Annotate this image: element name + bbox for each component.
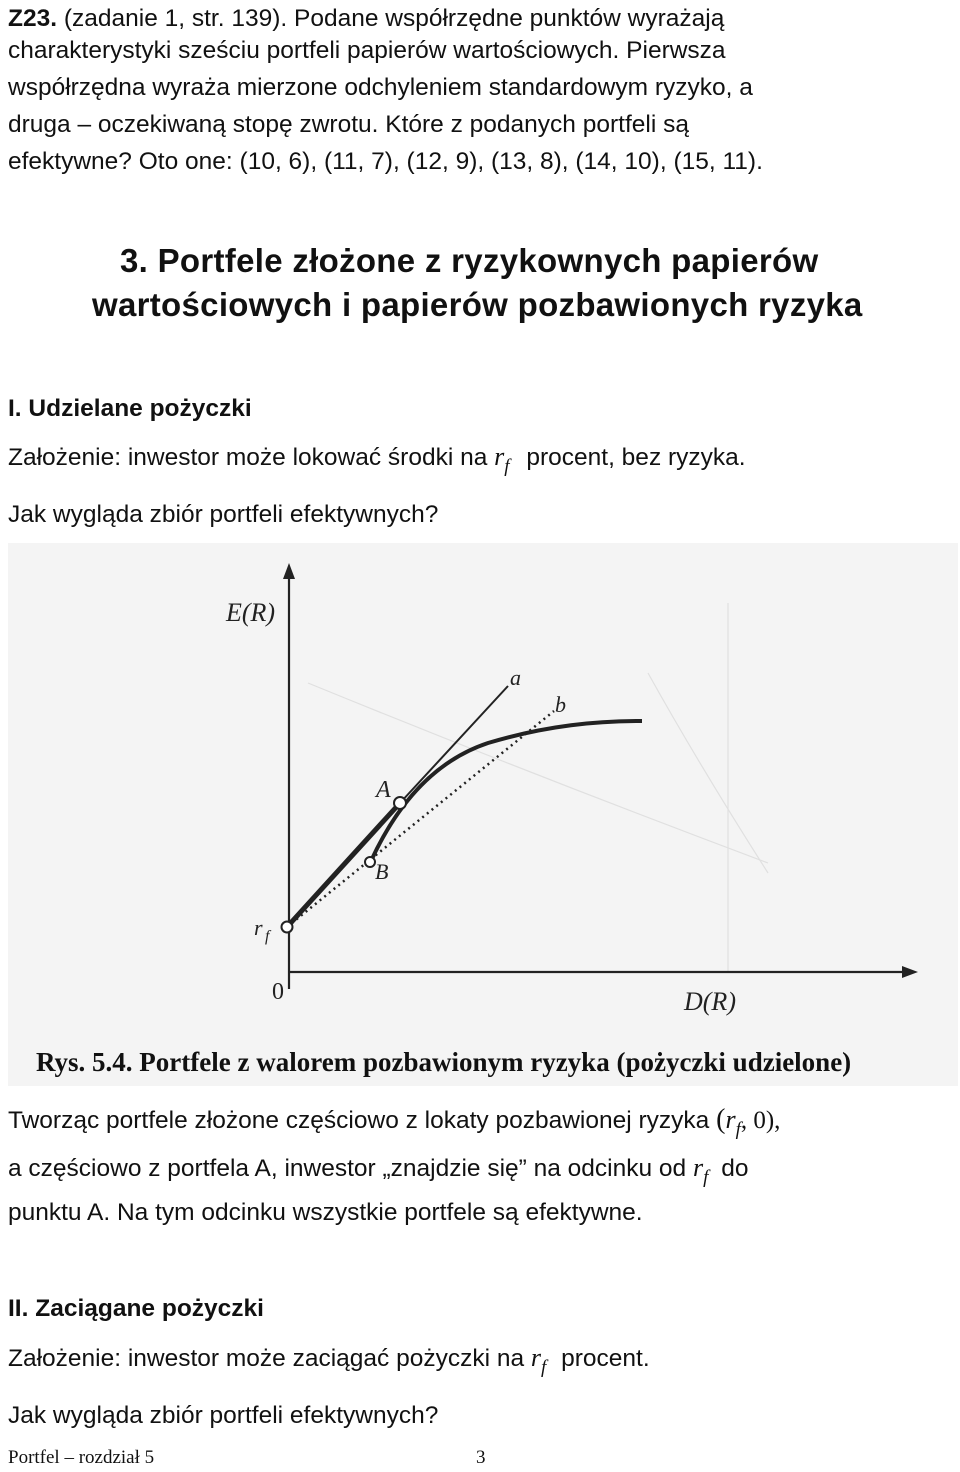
- point-b: [365, 857, 375, 867]
- task-line-3: współrzędna wyraża mierzone odchyleniem standardowym ryzyko, a: [8, 74, 753, 101]
- part2-question: Jak wygląda zbiór portfeli efektywnych?: [8, 1402, 439, 1429]
- part2-assumption-text: Założenie: inwestor może zaciągać pożyczki na: [8, 1345, 531, 1372]
- task-line-4: druga – oczekiwaną stopę zwrotu. Które z podanych portfeli są: [8, 111, 689, 138]
- point-rf: [282, 922, 293, 933]
- section-title-line-2: wartościowych i papierów pozbawionych ryzyka: [92, 286, 863, 323]
- task-line-5: efektywne? Oto one: (10, 6), (11, 7), (12, 9), (13, 8), (14, 10), (15, 11).: [8, 148, 763, 175]
- part1-assumption: [8, 438, 746, 478]
- task-line-2: charakterystyki sześciu portfeli papierów wartościowych. Pierwsza: [8, 37, 726, 64]
- x-axis-arrow: [902, 966, 918, 978]
- pair-r: r: [725, 1105, 736, 1134]
- section-title-line-1: 3. Portfele złożone z ryzykownych papierów: [120, 242, 819, 279]
- line-b: [287, 711, 554, 927]
- explanation-line-1-text: Tworząc portfele złożone częściowo z lokaty pozbawionej ryzyka: [8, 1107, 717, 1134]
- rf-symbol-r: r: [494, 442, 505, 471]
- explanation-line-2: [8, 1149, 748, 1189]
- efficient-frontier-diagram: [8, 543, 958, 1086]
- pair-f: f: [735, 1119, 741, 1140]
- part2-assumption: [8, 1339, 650, 1379]
- line-b-label: b: [555, 692, 566, 717]
- rf-label-r: r: [254, 915, 263, 940]
- line2-r: r: [692, 1153, 704, 1182]
- line2-end: do: [714, 1155, 749, 1182]
- pair-close: , 0),: [740, 1107, 781, 1134]
- line-a: [400, 686, 508, 803]
- point-a-label: A: [376, 777, 391, 803]
- explanation-line-2-text: a częściowo z portfela A, inwestor „znajdzie się” na odcinku od: [8, 1155, 693, 1182]
- origin-label: 0: [272, 979, 284, 1005]
- rf-label-f: f: [265, 928, 270, 945]
- point-b-label: B: [375, 859, 389, 884]
- part2-heading: II. Zaciągane pożyczki: [8, 1295, 264, 1322]
- figure-panel: [8, 543, 958, 1086]
- explanation-line-1: [8, 1101, 780, 1141]
- part2-f: f: [541, 1357, 547, 1378]
- figure-caption: Rys. 5.4. Portfele z walorem pozbawionym ryzyka (pożyczki udzielone): [36, 1047, 852, 1077]
- part1-question: Jak wygląda zbiór portfeli efektywnych?: [8, 501, 439, 528]
- y-axis-label: E(R): [226, 598, 276, 627]
- footer-chapter: Portfel – rozdział 5: [8, 1447, 155, 1468]
- x-axis-label: D(R): [684, 987, 736, 1016]
- task-line-1-text: (zadanie 1, str. 139). Podane współrzędne punktów wyrażają: [57, 5, 725, 32]
- footer-page-number: 3: [476, 1447, 486, 1468]
- y-axis-arrow: [283, 563, 295, 579]
- part1-assumption-end: procent, bez ryzyka.: [519, 444, 746, 471]
- task-label: Z23.: [8, 5, 58, 32]
- part1-heading: I. Udzielane pożyczki: [8, 395, 252, 422]
- pair-open: (: [716, 1104, 726, 1135]
- rf-symbol-f: f: [504, 456, 510, 477]
- part2-assumption-end: procent.: [554, 1345, 650, 1372]
- part2-r: r: [530, 1343, 542, 1372]
- part1-assumption-text: Założenie: inwestor może lokować środki na: [8, 444, 495, 471]
- line-a-label: a: [510, 665, 521, 690]
- line2-f: f: [703, 1167, 709, 1188]
- point-a: [394, 797, 406, 809]
- explanation-line-3: punktu A. Na tym odcinku wszystkie portfele są efektywne.: [8, 1199, 643, 1226]
